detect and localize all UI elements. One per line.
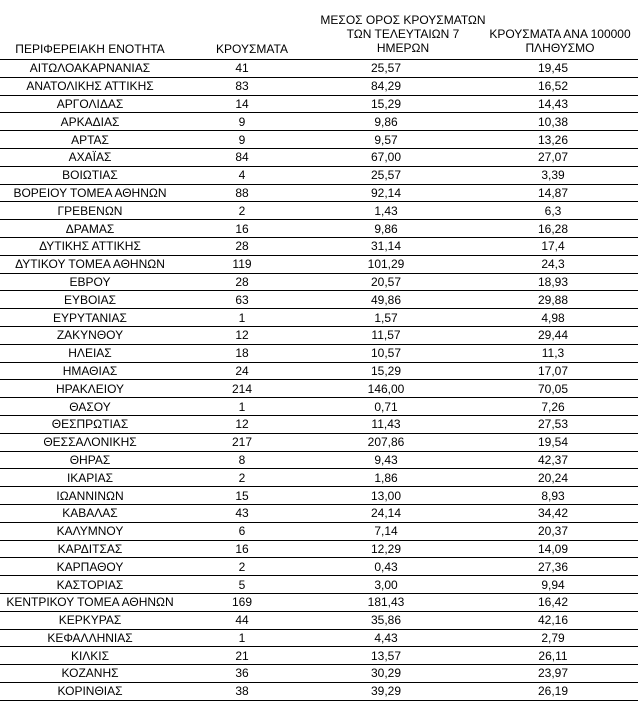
- cell-seven-day-average: 12,29: [304, 540, 468, 558]
- cell-per-100000: 19,45: [468, 60, 638, 77]
- cell-seven-day-average: 13,00: [304, 487, 468, 505]
- cell-seven-day-average: 39,29: [304, 682, 468, 700]
- cell-seven-day-average: 11,43: [304, 415, 468, 433]
- cell-region: ΚΙΛΚΙΣ: [0, 647, 180, 665]
- cell-cases: 8: [180, 451, 304, 469]
- cell-per-100000: 17,07: [468, 362, 638, 380]
- cell-per-100000: 6,3: [468, 202, 638, 220]
- cell-region: ΙΚΑΡΙΑΣ: [0, 469, 180, 487]
- cell-per-100000: 13,26: [468, 131, 638, 149]
- cell-cases: 24: [180, 362, 304, 380]
- cell-region: ΒΟΡΕΙΟΥ ΤΟΜΕΑ ΑΘΗΝΩΝ: [0, 184, 180, 202]
- cell-seven-day-average: 9,86: [304, 220, 468, 238]
- cell-seven-day-average: 1,57: [304, 309, 468, 327]
- table-row: [0, 60, 638, 77]
- header-per-line-2: ΠΛΗΘΥΣΜΟ: [525, 41, 595, 55]
- cell-per-100000: 24,3: [468, 255, 638, 273]
- header-per-line-1: ΚΡΟΥΣΜΑΤΑ ΑΝΑ 100000: [489, 27, 631, 41]
- cell-cases: 15: [180, 487, 304, 505]
- table-row: [0, 504, 638, 522]
- table-row: [0, 237, 638, 255]
- cell-per-100000: 29,88: [468, 291, 638, 309]
- cell-region: ΗΜΑΘΙΑΣ: [0, 362, 180, 380]
- cell-region: ΚΕΦΑΛΛΗΝΙΑΣ: [0, 629, 180, 647]
- table-row: [0, 291, 638, 309]
- cell-cases: 16: [180, 220, 304, 238]
- cell-cases: 28: [180, 237, 304, 255]
- cell-cases: 83: [180, 77, 304, 95]
- header-avg-line-2: ΤΩΝ ΤΕΛΕΥΤΑΙΩΝ 7: [346, 27, 460, 41]
- cell-seven-day-average: 15,29: [304, 362, 468, 380]
- cell-seven-day-average: 10,57: [304, 344, 468, 362]
- cell-seven-day-average: 7,14: [304, 522, 468, 540]
- cell-per-100000: 20,24: [468, 469, 638, 487]
- cell-seven-day-average: 146,00: [304, 380, 468, 398]
- cell-region: ΚΕΡΚΥΡΑΣ: [0, 611, 180, 629]
- table-row: [0, 95, 638, 113]
- cell-region: ΔΥΤΙΚΗΣ ΑΤΤΙΚΗΣ: [0, 237, 180, 255]
- table-row: [0, 398, 638, 416]
- cell-region: ΘΕΣΣΑΛΟΝΙΚΗΣ: [0, 433, 180, 451]
- table-row: [0, 611, 638, 629]
- cell-cases: 5: [180, 576, 304, 594]
- cell-cases: 38: [180, 682, 304, 700]
- cell-per-100000: 16,42: [468, 593, 638, 611]
- column-header-region: ΠΕΡΙΦΕΡΕΙΑΚΗ ΕΝΟΤΗΤΑ: [15, 42, 165, 56]
- table-row: [0, 220, 638, 238]
- cell-seven-day-average: 9,43: [304, 451, 468, 469]
- cell-per-100000: 27,53: [468, 415, 638, 433]
- table-row: [0, 131, 638, 149]
- cell-per-100000: 26,19: [468, 682, 638, 700]
- cell-per-100000: 20,37: [468, 522, 638, 540]
- cell-seven-day-average: 35,86: [304, 611, 468, 629]
- table-row: [0, 593, 638, 611]
- table-row: [0, 273, 638, 291]
- table-row: [0, 362, 638, 380]
- table-row: [0, 202, 638, 220]
- cell-per-100000: 7,26: [468, 398, 638, 416]
- cell-region: ΔΥΤΙΚΟΥ ΤΟΜΕΑ ΑΘΗΝΩΝ: [0, 255, 180, 273]
- table-row: [0, 184, 638, 202]
- cell-cases: 217: [180, 433, 304, 451]
- cell-seven-day-average: 20,57: [304, 273, 468, 291]
- cell-region: ΑΙΤΩΛΟΑΚΑΡΝΑΝΙΑΣ: [0, 60, 180, 77]
- cell-per-100000: 4,98: [468, 309, 638, 327]
- table-row: [0, 558, 638, 576]
- table-row: [0, 344, 638, 362]
- cell-per-100000: 29,44: [468, 326, 638, 344]
- cell-per-100000: 34,42: [468, 504, 638, 522]
- cell-cases: 2: [180, 558, 304, 576]
- cell-seven-day-average: 31,14: [304, 237, 468, 255]
- cell-cases: 18: [180, 344, 304, 362]
- cell-cases: 14: [180, 95, 304, 113]
- header-avg-line-3: ΗΜΕΡΩΝ: [376, 41, 430, 55]
- cell-seven-day-average: 207,86: [304, 433, 468, 451]
- table-row: [0, 433, 638, 451]
- table-row: [0, 326, 638, 344]
- cell-region: ΘΑΣΟΥ: [0, 398, 180, 416]
- table-row: [0, 309, 638, 327]
- cell-cases: 6: [180, 522, 304, 540]
- cell-region: ΑΡΚΑΔΙΑΣ: [0, 113, 180, 131]
- cell-region: ΚΑΡΠΑΘΟΥ: [0, 558, 180, 576]
- cell-per-100000: 16,52: [468, 77, 638, 95]
- cell-per-100000: 2,79: [468, 629, 638, 647]
- cell-cases: 44: [180, 611, 304, 629]
- cell-region: ΔΡΑΜΑΣ: [0, 220, 180, 238]
- cell-seven-day-average: 92,14: [304, 184, 468, 202]
- cell-cases: 43: [180, 504, 304, 522]
- table-row: [0, 415, 638, 433]
- cell-region: ΚΑΡΔΙΤΣΑΣ: [0, 540, 180, 558]
- column-header-seven-day-average: [318, 13, 488, 55]
- table-row: [0, 522, 638, 540]
- cell-per-100000: 27,36: [468, 558, 638, 576]
- cell-region: ΑΡΤΑΣ: [0, 131, 180, 149]
- cell-seven-day-average: 67,00: [304, 148, 468, 166]
- cell-per-100000: 14,43: [468, 95, 638, 113]
- cell-seven-day-average: 25,57: [304, 166, 468, 184]
- cell-per-100000: 27,07: [468, 148, 638, 166]
- cell-seven-day-average: 181,43: [304, 593, 468, 611]
- cell-region: ΖΑΚΥΝΘΟΥ: [0, 326, 180, 344]
- cell-per-100000: 9,94: [468, 576, 638, 594]
- table-row: [0, 469, 638, 487]
- table-row: [0, 487, 638, 505]
- cell-seven-day-average: 0,43: [304, 558, 468, 576]
- column-header-cases: ΚΡΟΥΣΜΑΤΑ: [216, 42, 288, 56]
- cell-per-100000: 17,4: [468, 237, 638, 255]
- cell-cases: 9: [180, 131, 304, 149]
- cell-seven-day-average: 3,00: [304, 576, 468, 594]
- cell-region: ΚΕΝΤΡΙΚΟΥ ΤΟΜΕΑ ΑΘΗΝΩΝ: [0, 593, 180, 611]
- cell-seven-day-average: 0,71: [304, 398, 468, 416]
- cell-cases: 9: [180, 113, 304, 131]
- cell-cases: 12: [180, 415, 304, 433]
- cell-per-100000: 16,28: [468, 220, 638, 238]
- cell-region: ΒΟΙΩΤΙΑΣ: [0, 166, 180, 184]
- cell-cases: 16: [180, 540, 304, 558]
- cell-seven-day-average: 25,57: [304, 60, 468, 77]
- table-row: [0, 451, 638, 469]
- cell-region: ΚΟΖΑΝΗΣ: [0, 665, 180, 683]
- cell-per-100000: 70,05: [468, 380, 638, 398]
- cases-table: [0, 60, 638, 701]
- cell-seven-day-average: 30,29: [304, 665, 468, 683]
- table-row: [0, 77, 638, 95]
- table-row: [0, 540, 638, 558]
- cell-per-100000: 19,54: [468, 433, 638, 451]
- cell-cases: 41: [180, 60, 304, 77]
- cell-cases: 88: [180, 184, 304, 202]
- cell-region: ΑΡΓΟΛΙΔΑΣ: [0, 95, 180, 113]
- cell-seven-day-average: 4,43: [304, 629, 468, 647]
- cell-seven-day-average: 84,29: [304, 77, 468, 95]
- table-row: [0, 629, 638, 647]
- cell-per-100000: 11,3: [468, 344, 638, 362]
- cell-cases: 1: [180, 398, 304, 416]
- cell-seven-day-average: 13,57: [304, 647, 468, 665]
- table-row: [0, 148, 638, 166]
- cell-per-100000: 42,16: [468, 611, 638, 629]
- table-row: [0, 682, 638, 700]
- cell-cases: 119: [180, 255, 304, 273]
- cell-region: ΘΗΡΑΣ: [0, 451, 180, 469]
- cell-region: ΕΥΒΟΙΑΣ: [0, 291, 180, 309]
- cell-seven-day-average: 1,43: [304, 202, 468, 220]
- column-header-per-100000: [480, 27, 638, 55]
- cell-region: ΕΒΡΟΥ: [0, 273, 180, 291]
- cell-cases: 28: [180, 273, 304, 291]
- table-row: [0, 576, 638, 594]
- cell-region: ΚΑΒΑΛΑΣ: [0, 504, 180, 522]
- cell-region: ΘΕΣΠΡΩΤΙΑΣ: [0, 415, 180, 433]
- cell-region: ΚΟΡΙΝΘΙΑΣ: [0, 682, 180, 700]
- cell-per-100000: 14,09: [468, 540, 638, 558]
- header-avg-line-1: ΜΕΣΟΣ ΟΡΟΣ ΚΡΟΥΣΜΑΤΩΝ: [320, 13, 486, 27]
- cell-cases: 2: [180, 202, 304, 220]
- cell-cases: 1: [180, 629, 304, 647]
- cell-cases: 21: [180, 647, 304, 665]
- cell-seven-day-average: 1,86: [304, 469, 468, 487]
- cell-cases: 2: [180, 469, 304, 487]
- cell-region: ΗΡΑΚΛΕΙΟΥ: [0, 380, 180, 398]
- cell-per-100000: 42,37: [468, 451, 638, 469]
- table-row: [0, 166, 638, 184]
- cell-cases: 12: [180, 326, 304, 344]
- cell-seven-day-average: 11,57: [304, 326, 468, 344]
- table-row: [0, 380, 638, 398]
- cell-cases: 1: [180, 309, 304, 327]
- cell-per-100000: 26,11: [468, 647, 638, 665]
- cell-region: ΑΝΑΤΟΛΙΚΗΣ ΑΤΤΙΚΗΣ: [0, 77, 180, 95]
- cell-region: ΗΛΕΙΑΣ: [0, 344, 180, 362]
- cell-cases: 4: [180, 166, 304, 184]
- cell-seven-day-average: 9,86: [304, 113, 468, 131]
- cell-per-100000: 3,39: [468, 166, 638, 184]
- cell-cases: 84: [180, 148, 304, 166]
- cell-region: ΓΡΕΒΕΝΩΝ: [0, 202, 180, 220]
- cell-seven-day-average: 49,86: [304, 291, 468, 309]
- cell-per-100000: 23,97: [468, 665, 638, 683]
- cell-cases: 214: [180, 380, 304, 398]
- cell-seven-day-average: 101,29: [304, 255, 468, 273]
- cell-per-100000: 14,87: [468, 184, 638, 202]
- cell-per-100000: 10,38: [468, 113, 638, 131]
- cell-cases: 169: [180, 593, 304, 611]
- cell-region: ΚΑΣΤΟΡΙΑΣ: [0, 576, 180, 594]
- cell-region: ΕΥΡΥΤΑΝΙΑΣ: [0, 309, 180, 327]
- table-row: [0, 665, 638, 683]
- cell-region: ΙΩΑΝΝΙΝΩΝ: [0, 487, 180, 505]
- cell-region: ΑΧΑΪΑΣ: [0, 148, 180, 166]
- cell-cases: 63: [180, 291, 304, 309]
- cell-region: ΚΑΛΥΜΝΟΥ: [0, 522, 180, 540]
- cell-seven-day-average: 15,29: [304, 95, 468, 113]
- cell-seven-day-average: 24,14: [304, 504, 468, 522]
- cell-per-100000: 8,93: [468, 487, 638, 505]
- table-body: [0, 60, 638, 700]
- table-row: [0, 255, 638, 273]
- cell-per-100000: 18,93: [468, 273, 638, 291]
- table-row: [0, 647, 638, 665]
- cell-seven-day-average: 9,57: [304, 131, 468, 149]
- cell-cases: 36: [180, 665, 304, 683]
- table-row: [0, 113, 638, 131]
